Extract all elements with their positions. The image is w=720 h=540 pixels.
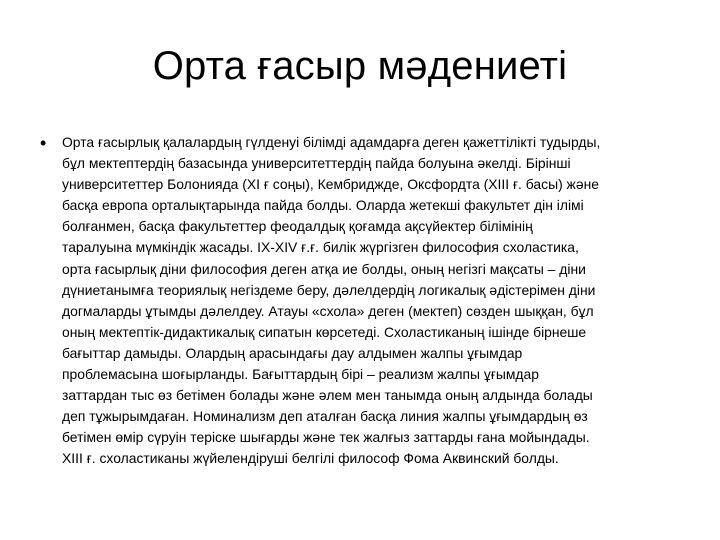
paragraph-line: XIII ғ. схоластиканы жүйелендіруші белгілі философ Фома Аквинский болды. [62, 450, 559, 467]
bullet-marker: • [40, 133, 47, 153]
slide-title: Орта ғасыр мәдениеті [152, 44, 568, 88]
bullet-paragraph [62, 132, 600, 470]
paragraph-line: Орта ғасырлық қалалардың гүлденуі білімді адамдарға деген қажеттілікті тудырды, [62, 134, 601, 150]
paragraph-line: заттардан тыс өз бетімен болады және әлем мен танымда оның алдында болады [62, 387, 593, 404]
paragraph-line: болғанмен, басқа факультеттер феодалдық қоғамда ақсүйектер білімінің [62, 218, 533, 235]
paragraph-line: орта ғасырлық діни философия деген атқа ие болды, оның негізгі мақсаты – діни [62, 260, 586, 277]
paragraph-line: оның мектептік-дидактикалық сипатын көрсетеді. Схоластиканың ішінде бірнеше [62, 323, 587, 340]
paragraph-line: бағыттар дамыды. Олардың арасындағы дау алдымен жалпы ұғымдар [62, 344, 523, 361]
paragraph-line: таралуына мүмкіндік жасады. IX-XIV ғ.ғ. билік жүргізген философия схоластика, [62, 239, 579, 256]
paragraph-line: догмаларды ұтымды дәлелдеу. Атауы «схола» деген (мектеп) сөзден шыққан, бұл [62, 302, 594, 319]
paragraph-line: басқа европа орталықтарында пайда болды. Оларда жетекші факультет дін ілімі [62, 197, 584, 214]
paragraph-line: бұл мектептердің базасында университеттердің пайда болуына әкелді. Бірінші [62, 155, 571, 172]
paragraph-line: дүниетанымға теориялық негіздеме беру, дәлелдердің логикалық әдістерімен діни [62, 281, 596, 298]
paragraph-line: проблемасына шоғырланды. Бағыттардың бірі – реализм жалпы ұғымдар [62, 366, 539, 383]
paragraph-line: деп тұжырымдаған. Номинализм деп аталған басқа линия жалпы ұғымдардың өз [62, 408, 588, 425]
paragraph-line: бетімен өмір сүруін теріске шығарды және тек жалғыз заттарды ғана мойындады. [62, 429, 590, 446]
paragraph-line: университеттер Болонияда (XI ғ соңы), Кембриджде, Оксфордта (XIII ғ. басы) және [62, 176, 599, 193]
bullet-item [40, 132, 688, 470]
